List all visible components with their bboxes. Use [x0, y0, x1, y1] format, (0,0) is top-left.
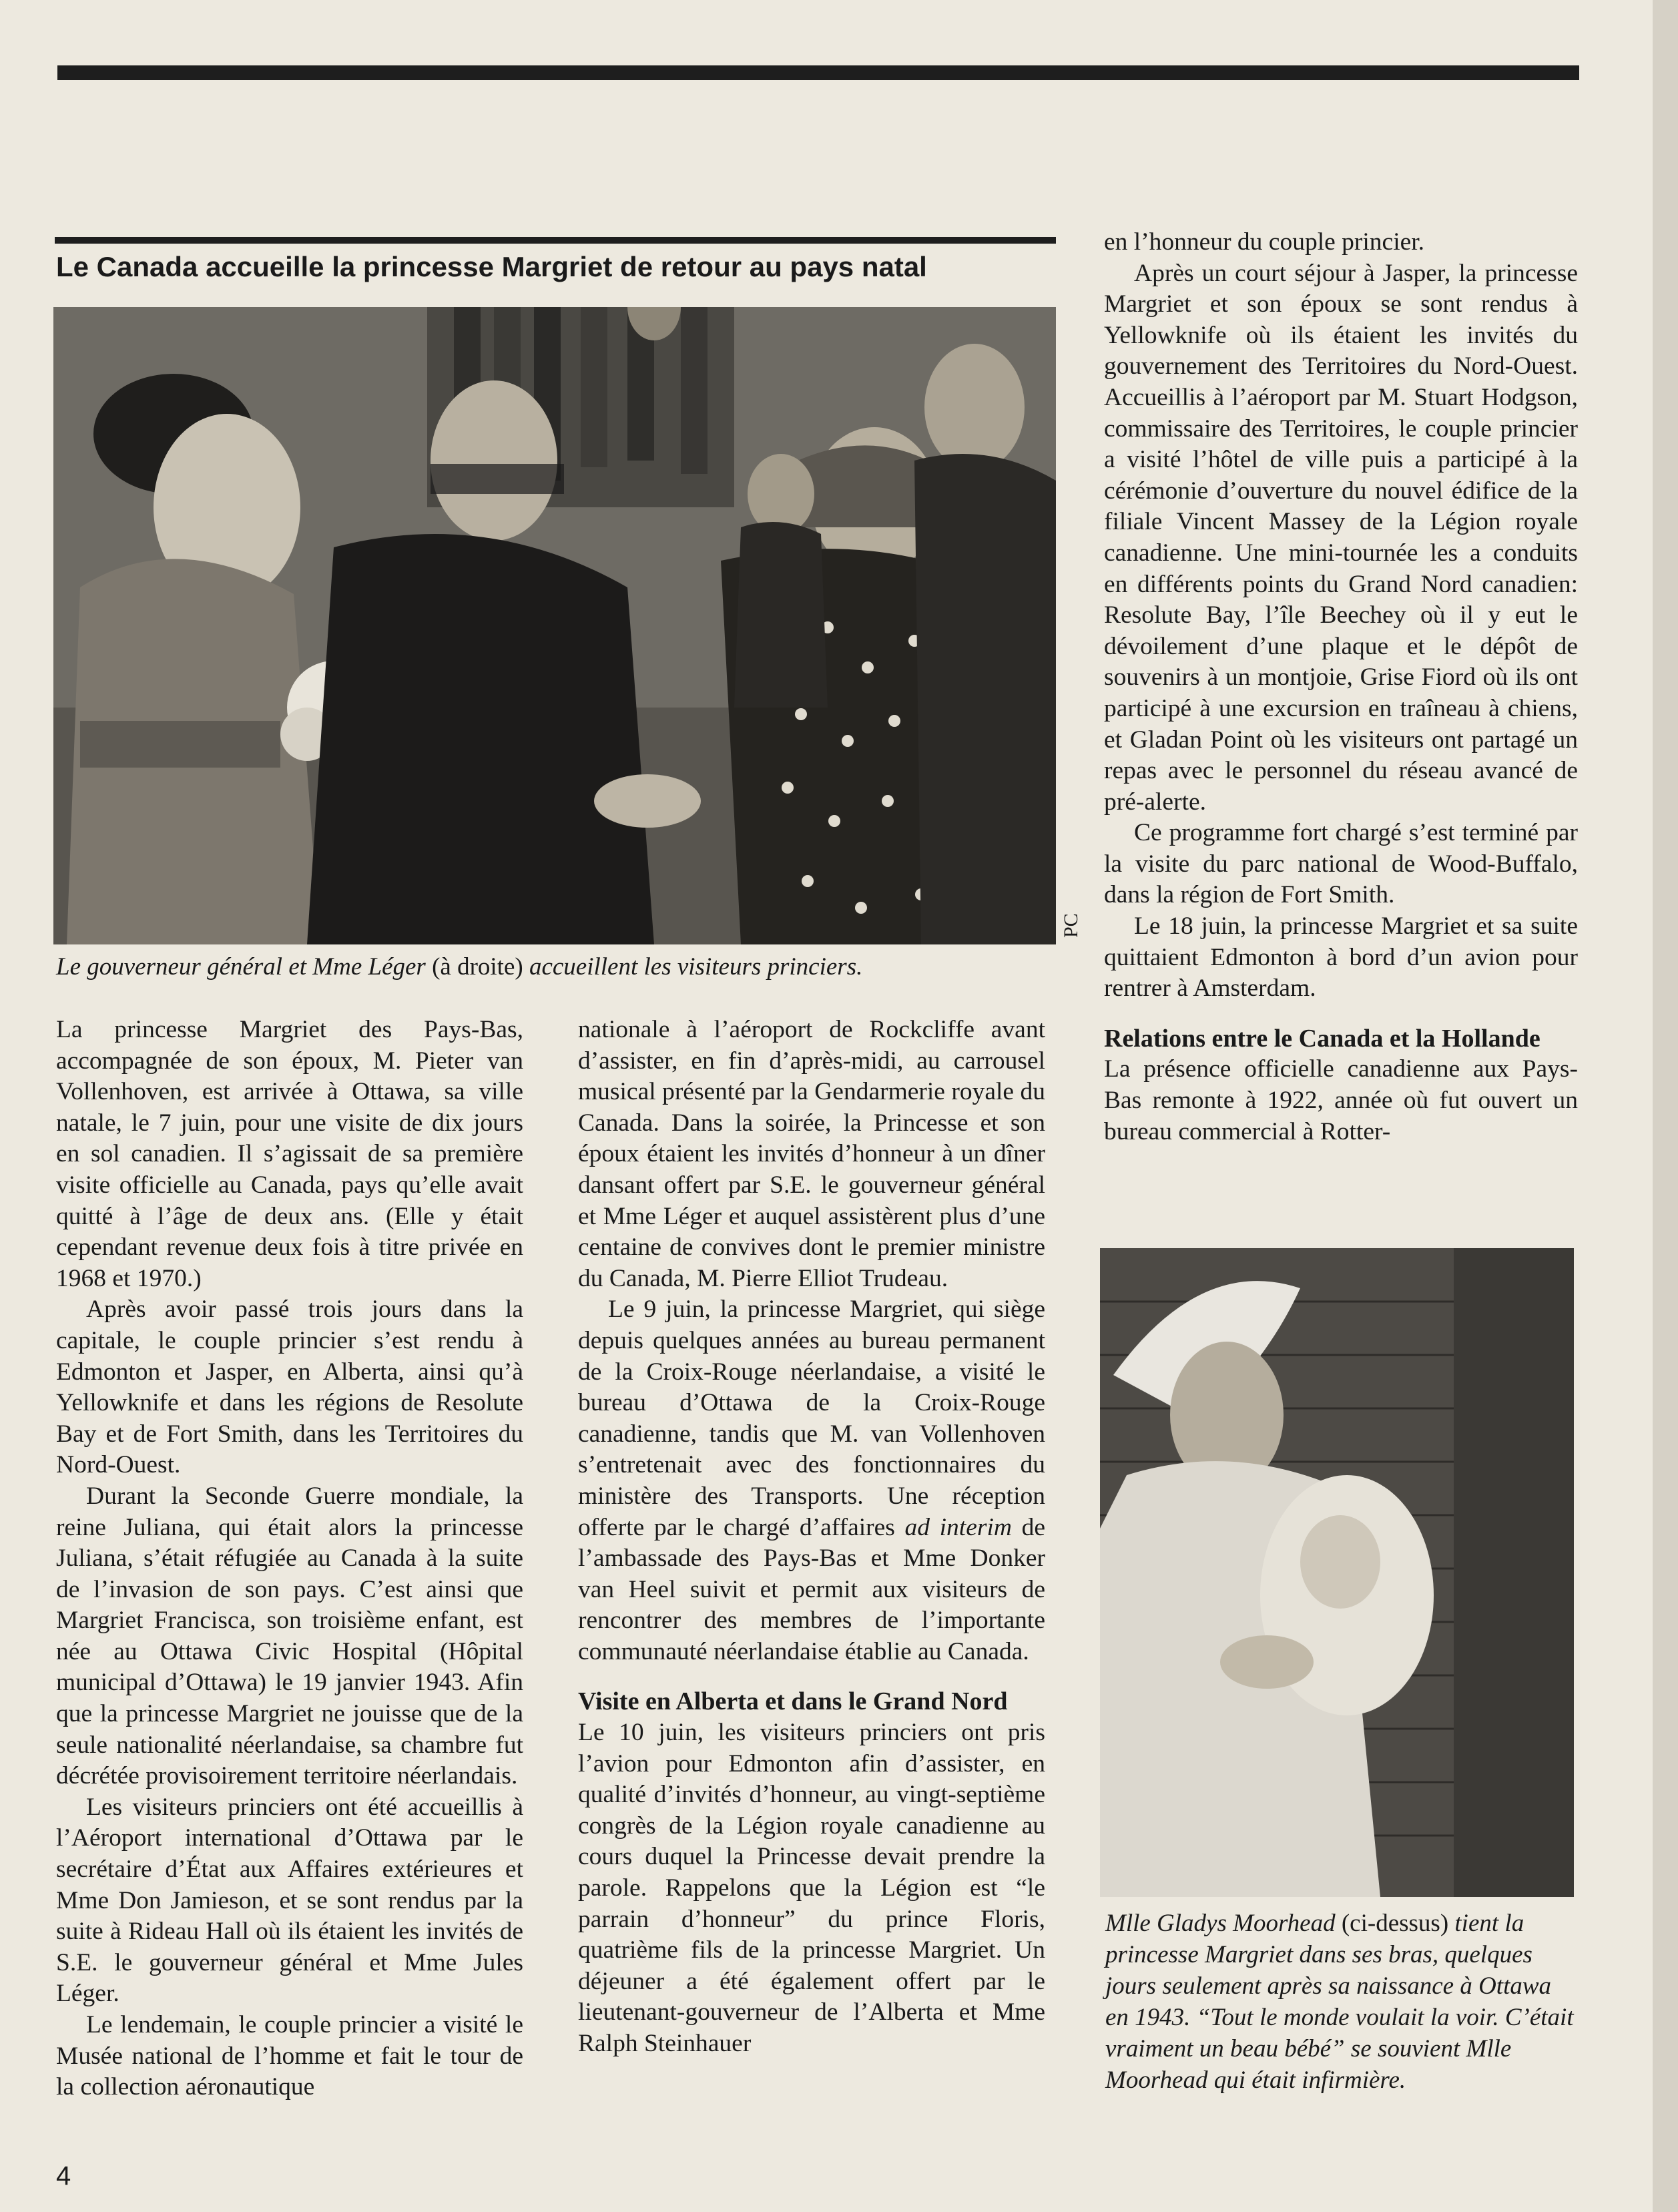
- paragraph-italic: ad interim: [904, 1513, 1012, 1541]
- top-rule: [57, 65, 1579, 80]
- column-2: [578, 1015, 1045, 2060]
- photo-reception: [53, 307, 1056, 944]
- photo-caption: [1105, 1908, 1577, 2096]
- headline: Le Canada accueille la princesse Margriet de retour au pays natal: [56, 251, 927, 282]
- caption-italic-1: Mlle Gladys Moorhead: [1105, 1910, 1336, 1937]
- paragraph: [578, 1294, 1045, 1667]
- paragraph: Le 18 juin, la princesse Margriet et sa suite quittaient Edmonton à bord d’un avion pour rentrer à Amsterdam.: [1104, 912, 1578, 1003]
- paragraph: Ce programme fort chargé s’est terminé par la visite du parc national de Wood-Buffalo, dans la région de Fort Smith.: [1104, 819, 1578, 909]
- page-edge-shadow: [1653, 0, 1678, 2212]
- caption-italic-2: tient la princesse Margriet dans ses bras, quelques jours seulement après sa naissance à Ottawa en 1943. “Tout le monde voulait la voir. C’était vraiment un beau bébé” se souvient Mlle Moorhead qui était infirmière.: [1105, 1910, 1574, 2094]
- paragraph: Après avoir passé trois jours dans la capitale, le couple princier s’est rendu à Edmonton et Jasper, en Alberta, ainsi qu’à Yellowknife et dans les régions de Resolute Bay et de Fort Smith, dans les Territoires du Nord-Ouest.: [56, 1296, 523, 1479]
- paragraph: nationale à l’aéroport de Rockcliffe avant d’assister, en fin d’après-midi, au carrousel musical présenté par la Gendarmerie royale du Canada. Dans la soirée, la Princesse et son époux étaient les invités d’honneur à un dîner dansant offert par S.E. le gouverneur général et Mme Léger et auquel assistèrent plus d’une centaine de convives dont le premier ministre du Canada, M. Pierre Elliot Trudeau.: [578, 1016, 1045, 1292]
- paragraph: en l’honneur du couple princier.: [1104, 228, 1425, 256]
- paragraph: La princesse Margriet des Pays-Bas, accompagnée de son époux, M. Pieter van Vollenhoven, est arrivée à Ottawa, sa ville natale, le 7 juin, pour une visite de dix jours en sol canadien. Il s’agissait de sa première visite officielle au Canada, pays qu’elle avait quitté à l’âge de deux ans. (Elle y était cependant revenue deux fois à titre privée en 1968 et 1970.): [56, 1016, 523, 1292]
- paragraph: Le lendemain, le couple princier a visité le Musée national de l’homme et fait le tour de la collection aéronautique: [56, 2011, 523, 2101]
- section-heading: Relations entre le Canada et la Hollande: [1104, 1024, 1541, 1053]
- caption-italic-2: accueillent les visiteurs princiers.: [529, 953, 863, 981]
- paragraph: La présence officielle canadienne aux Pays-Bas remonte à 1922, année où fut ouvert un bureau commercial à Rotter-: [1104, 1055, 1578, 1145]
- paragraph-text: de l’ambassade des Pays-Bas et Mme Donker van Heel suivit et permit aux visiteurs de rencontrer des membres de l’importante communauté néerlandaise établie au Canada.: [578, 1513, 1045, 1665]
- section-heading: Visite en Alberta et dans le Grand Nord: [578, 1687, 1008, 1716]
- paragraph-text: Le 9 juin, la princesse Margriet, qui siège depuis quelques années au bureau permanent de la Croix-Rouge néerlandaise, a visité le bureau d’Ottawa de la Croix-Rouge canadienne, tandis que M. van Vollenhoven s’entretenait avec des fonctionnaires du ministère des Transports. Une réception offerte par le chargé d’affaires: [578, 1296, 1045, 1541]
- column-3: [1104, 227, 1578, 1147]
- caption-upright: (à droite): [425, 953, 529, 981]
- caption-italic-1: Le gouverneur général et Mme Léger: [56, 953, 426, 981]
- photo-nurse-baby: [1100, 1248, 1574, 1897]
- paragraph: Les visiteurs princiers ont été accueillis à l’Aéroport international d’Ottawa par le secrétaire d’État aux Affaires extérieures et Mme Don Jamieson, et se sont rendus par la suite à Rideau Hall où ils étaient les invités de S.E. le gouverneur général et Mme Jules Léger.: [56, 1793, 523, 2008]
- photo-caption: [56, 951, 1057, 983]
- page-number: 4: [56, 2161, 71, 2191]
- column-1: [56, 1015, 523, 2103]
- photo-credit: PC: [1060, 913, 1082, 938]
- paragraph: Après un court séjour à Jasper, la princesse Margriet et son époux se sont rendus à Yellowknife où ils étaient les invités du gouvernement des Territoires du Nord-Ouest. Accueillis à l’aéroport par M. Stuart Hodgson, commissaire des Territoires, le couple princier a visité l’hôtel de ville puis a participé à la cérémonie d’ouverture du nouvel édifice de la filiale Vincent Massey de la Légion royale canadienne. Une mini-tournée les a conduits en différents points du Grand Nord canadien: Resolute Bay, l’île Beechey où il y eut le dévoilement d’une plaque et le dépôt de souvenirs à un montjoie, Grise Fiord où ils ont participé à une excursion en traîneau à chiens, et Gladan Point où les visiteurs ont partagé un repas avec le personnel du réseau avancé de pré-alerte.: [1104, 259, 1578, 816]
- caption-upright: (ci-dessus): [1335, 1910, 1455, 1937]
- paragraph: Durant la Seconde Guerre mondiale, la reine Juliana, qui était alors la princesse Juliana, s’était réfugiée au Canada à la suite de l’invasion de son pays. C’est ainsi que Margriet Francisca, son troisième enfant, est née au Ottawa Civic Hospital (Hôpital municipal d’Ottawa) le 19 janvier 1943. Afin que la princesse Margriet ne jouisse que de la seule nationalité néerlandaise, sa chambre fut décrétée provisoirement territoire néerlandais.: [56, 1482, 523, 1790]
- headline-rule: [55, 237, 1056, 244]
- paragraph: Le 10 juin, les visiteurs princiers ont pris l’avion pour Edmonton afin d’assister, en qualité d’invités d’honneur, au vingt-septième congrès de la Légion royale canadienne au cours duquel la Princesse devait prendre la parole. Rappelons que la Légion est “le parrain d’honneur” du prince Floris, quatrième fils de la princesse Margriet. Un déjeuner a été également offert par le lieutenant-gouverneur de l’Alberta et Mme Ralph Steinhauer: [578, 1719, 1045, 2057]
